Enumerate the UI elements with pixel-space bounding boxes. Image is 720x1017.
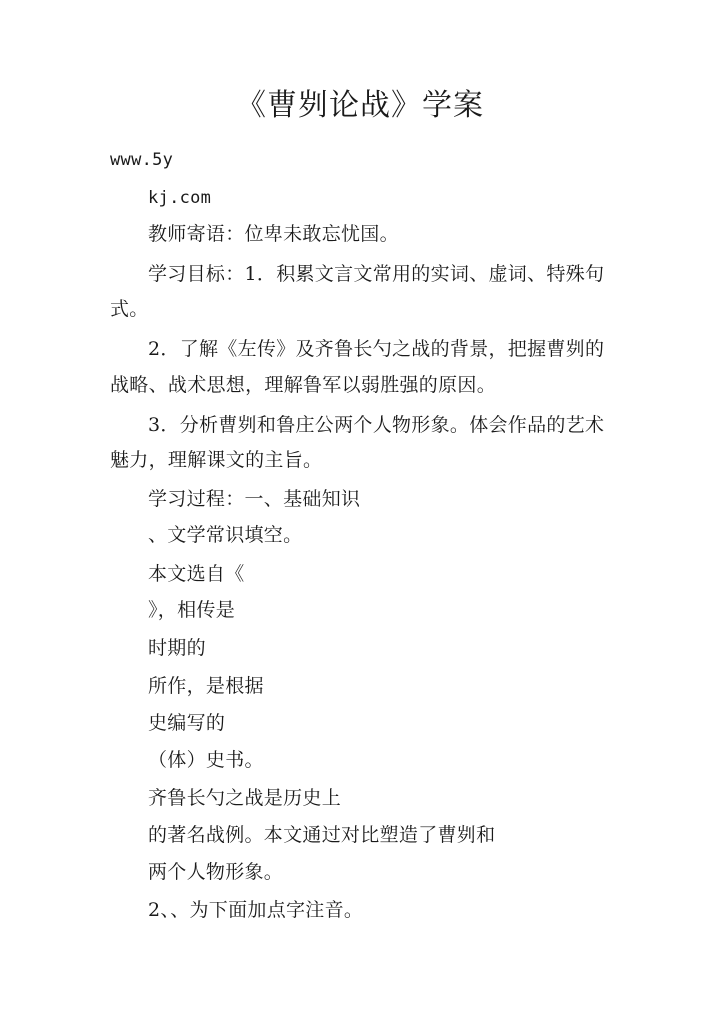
text-line: 式。 <box>110 298 149 320</box>
text-line: 两个人物形象。 <box>148 861 284 883</box>
text-line: kj.com <box>148 188 212 208</box>
text-line: 史编写的 <box>148 712 226 734</box>
text-line: 战略、战术思想，理解鲁军以弱胜强的原因。 <box>110 374 497 396</box>
text-line: （体）史书。 <box>148 749 264 771</box>
text-line: 3．分析曹刿和鲁庄公两个人物形象。体会作品的艺术 <box>148 414 605 436</box>
text-line: 》，相传是 <box>148 599 236 621</box>
text-line: www.5y <box>110 150 174 170</box>
text-line: 学习目标：1．积累文言文常用的实词、虚词、特殊句 <box>148 263 605 285</box>
text-line: 时期的 <box>148 637 206 659</box>
text-line: 2、、为下面加点字注音。 <box>148 899 364 921</box>
document-title: 《曹刿论战》学案 <box>236 88 484 123</box>
text-line: 教师寄语：位卑未敢忘忧国。 <box>148 223 399 245</box>
text-line: 2．了解《左传》及齐鲁长勺之战的背景，把握曹刿的 <box>148 338 605 360</box>
text-line: 、文学常识填空。 <box>148 524 303 546</box>
text-line: 所作，是根据 <box>148 675 264 697</box>
text-line: 学习过程：一、基础知识 <box>148 488 361 510</box>
text-line: 本文选自《 <box>148 563 245 585</box>
text-line: 的著名战例。本文通过对比塑造了曹刿和 <box>148 824 496 846</box>
text-line: 魅力，理解课文的主旨。 <box>110 449 323 471</box>
text-line: 齐鲁长勺之战是历史上 <box>148 787 342 809</box>
